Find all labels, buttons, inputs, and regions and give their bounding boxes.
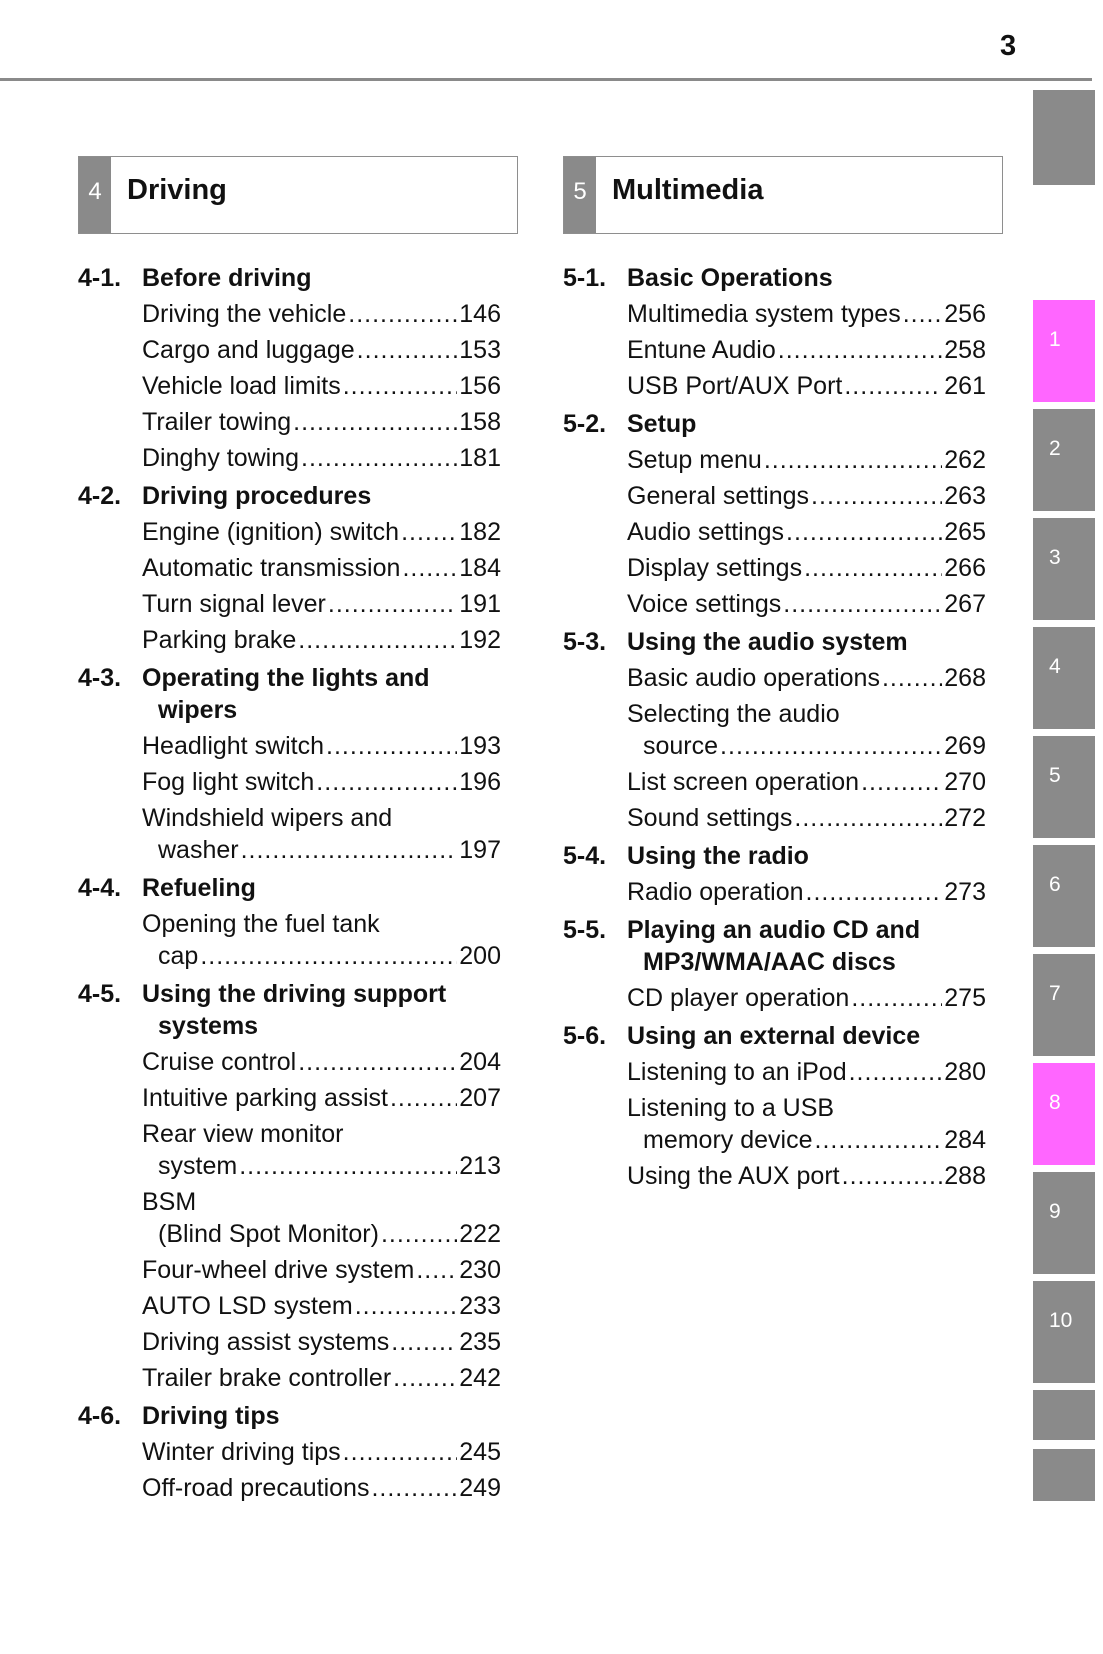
entry-label-line: BSM: [142, 1188, 197, 1216]
entry-label: Listening to an iPod: [627, 1058, 847, 1086]
dot-leader: [343, 370, 458, 402]
entry-label: Basic audio operations: [627, 664, 880, 692]
entry-label-line: Selecting the audio: [627, 700, 840, 728]
dot-leader: [348, 298, 457, 330]
toc-section: [78, 480, 501, 656]
entry-label: washer: [158, 836, 239, 864]
chapter-tab[interactable]: [1033, 1449, 1095, 1501]
chapter-title: Driving: [127, 174, 227, 206]
section-title-text: Using the driving support: [142, 980, 447, 1008]
entry-line: [627, 766, 986, 798]
entry-line: [142, 1326, 501, 1358]
section-title-text: systems: [158, 1012, 259, 1040]
entry-label: Sound settings: [627, 804, 793, 832]
section-title-text: Driving procedures: [142, 482, 372, 510]
dot-leader: [381, 1218, 457, 1250]
entry-line: [627, 444, 986, 476]
toc-entry[interactable]: [563, 298, 986, 330]
section-heading: [78, 872, 501, 904]
entry-label-line: Windshield wipers and: [142, 804, 393, 832]
section-title-line: [627, 626, 986, 658]
page-number: 3: [1000, 30, 1017, 62]
section-title-line: [627, 408, 986, 440]
entry-label: Trailer towing: [142, 408, 292, 436]
entry-label: Headlight switch: [142, 732, 325, 760]
toc-section: [78, 262, 501, 474]
entry-line: [627, 552, 986, 584]
chapter-tab[interactable]: 7: [1033, 954, 1095, 1056]
entry-line: [627, 1056, 986, 1088]
section-title-line: [142, 978, 501, 1010]
entry-label: Audio settings: [627, 518, 785, 546]
entry-page-number: 230: [459, 1256, 501, 1284]
entry-page-number: 207: [459, 1084, 501, 1112]
dot-leader: [842, 1160, 943, 1192]
section-heading: [78, 1400, 501, 1432]
toc-entry[interactable]: [78, 766, 501, 798]
entry-line: [142, 1362, 501, 1394]
toc-entry[interactable]: [563, 982, 986, 1014]
entry-page-number: 275: [944, 984, 986, 1012]
entry-page-number: 158: [459, 408, 501, 436]
dot-leader: [815, 1124, 943, 1156]
toc-entry[interactable]: [78, 1186, 501, 1250]
chapter-tab[interactable]: 3: [1033, 518, 1095, 620]
toc-entry[interactable]: [563, 334, 986, 366]
dot-leader: [806, 876, 943, 908]
toc-entry[interactable]: [563, 1056, 986, 1088]
section-heading: [563, 840, 986, 872]
entry-line: [142, 1436, 501, 1468]
entry-label: Vehicle load limits: [142, 372, 341, 400]
toc-entry[interactable]: [78, 516, 501, 548]
entry-label-line: Opening the fuel tank: [142, 910, 380, 938]
header-rule: [0, 78, 1092, 81]
entry-line: [142, 370, 501, 402]
dot-leader: [343, 1436, 458, 1468]
section-number: 5-5.: [563, 916, 607, 944]
entry-line: [142, 1046, 501, 1078]
chapter-number: 4: [79, 157, 111, 233]
section-title-text: Before driving: [142, 264, 312, 292]
toc-entry[interactable]: [78, 1254, 501, 1286]
entry-label: Driving assist systems: [142, 1328, 390, 1356]
entry-page-number: 263: [944, 482, 986, 510]
entry-page-number: 267: [944, 590, 986, 618]
chapter-tab[interactable]: 1: [1033, 300, 1095, 402]
entry-line: [627, 1124, 986, 1156]
entry-page-number: 258: [944, 336, 986, 364]
entry-page-number: 280: [944, 1058, 986, 1086]
entry-page-number: 270: [944, 768, 986, 796]
dot-leader: [764, 444, 942, 476]
dot-leader: [402, 552, 457, 584]
entry-line: [627, 1160, 986, 1192]
entry-label: cap: [158, 942, 199, 970]
dot-leader: [239, 1150, 457, 1182]
entry-page-number: 235: [459, 1328, 501, 1356]
entry-label: Turn signal lever: [142, 590, 326, 618]
section-title-line: [142, 872, 501, 904]
entry-line: [142, 624, 501, 656]
entry-line: [142, 516, 501, 548]
entry-page-number: 262: [944, 446, 986, 474]
entry-page-number: 245: [459, 1438, 501, 1466]
chapter-tab[interactable]: 9: [1033, 1172, 1095, 1274]
entry-line: [627, 298, 986, 330]
section-number: 4-6.: [78, 1402, 122, 1430]
entry-label: Fog light switch: [142, 768, 315, 796]
entry-page-number: 242: [459, 1364, 501, 1392]
dot-leader: [298, 1046, 457, 1078]
toc-section: [563, 1020, 986, 1192]
entry-label: List screen operation: [627, 768, 860, 796]
entry-label: Engine (ignition) switch: [142, 518, 400, 546]
dot-leader: [844, 370, 942, 402]
toc-entry[interactable]: [563, 444, 986, 476]
entry-label: Intuitive parking assist: [142, 1084, 388, 1112]
entry-page-number: 204: [459, 1048, 501, 1076]
toc-entry[interactable]: [78, 1290, 501, 1322]
entry-line: [627, 982, 986, 1014]
entry-page-number: 153: [459, 336, 501, 364]
entry-line: [627, 516, 986, 548]
dot-leader: [778, 334, 943, 366]
toc-section: [563, 262, 986, 402]
section-number: 4-5.: [78, 980, 122, 1008]
entry-page-number: 269: [944, 732, 986, 760]
dot-leader: [851, 982, 942, 1014]
section-title-text: MP3/WMA/AAC discs: [643, 948, 896, 976]
toc-entry[interactable]: [78, 1046, 501, 1078]
toc-entry[interactable]: [78, 730, 501, 762]
entry-label: system: [158, 1152, 238, 1180]
entry-page-number: 156: [459, 372, 501, 400]
toc-entry[interactable]: [563, 552, 986, 584]
chapter-tab[interactable]: [1033, 90, 1095, 185]
entry-page-number: 146: [459, 300, 501, 328]
section-number: 4-3.: [78, 664, 122, 692]
dot-leader: [241, 834, 458, 866]
entry-page-number: 233: [459, 1292, 501, 1320]
section-title-line: [627, 262, 986, 294]
chapter-title: Multimedia: [612, 174, 764, 206]
entry-label: Cruise control: [142, 1048, 297, 1076]
toc-section: [563, 914, 986, 1014]
entry-line: [142, 1082, 501, 1114]
toc-entry[interactable]: [563, 876, 986, 908]
section-title-text: Basic Operations: [627, 264, 833, 292]
toc-section: [563, 626, 986, 834]
entry-line: [142, 1290, 501, 1322]
section-title-line: [142, 662, 501, 694]
entry-label: Driving the vehicle: [142, 300, 347, 328]
entry-label: Voice settings: [627, 590, 782, 618]
entry-page-number: 182: [459, 518, 501, 546]
entry-page-number: 196: [459, 768, 501, 796]
toc-section: [78, 662, 501, 866]
dot-leader: [811, 480, 942, 512]
entry-page-number: 268: [944, 664, 986, 692]
entry-line: [142, 1218, 501, 1250]
entry-page-number: 288: [944, 1162, 986, 1190]
entry-label: source: [643, 732, 719, 760]
entry-label-line: Listening to a USB: [627, 1094, 835, 1122]
section-title-line: [627, 914, 986, 946]
entry-line: [142, 730, 501, 762]
toc-entry[interactable]: [563, 588, 986, 620]
entry-label: Off-road precautions: [142, 1474, 370, 1502]
entry-label: AUTO LSD system: [142, 1292, 353, 1320]
entry-page-number: 222: [459, 1220, 501, 1248]
entry-page-number: 191: [459, 590, 501, 618]
dot-leader: [794, 802, 942, 834]
entry-line: [142, 1472, 501, 1504]
section-title-line: [627, 946, 986, 978]
dot-leader: [293, 406, 457, 438]
toc-entry[interactable]: [563, 766, 986, 798]
section-title-text: Playing an audio CD and: [627, 916, 921, 944]
entry-line: [627, 480, 986, 512]
dot-leader: [328, 588, 457, 620]
entry-label: Trailer brake controller: [142, 1364, 392, 1392]
entry-line: [142, 442, 501, 474]
entry-page-number: 266: [944, 554, 986, 582]
entry-line: [627, 370, 986, 402]
entry-page-number: 249: [459, 1474, 501, 1502]
toc-entry[interactable]: [563, 480, 986, 512]
dot-leader: [786, 516, 942, 548]
section-title-text: Using the audio system: [627, 628, 908, 656]
toc-entry[interactable]: [78, 588, 501, 620]
section-title-line: [142, 262, 501, 294]
chapter-tab[interactable]: 4: [1033, 627, 1095, 729]
section-number: 4-2.: [78, 482, 122, 510]
entry-label: (Blind Spot Monitor): [158, 1220, 379, 1248]
entry-page-number: 181: [459, 444, 501, 472]
section-heading: [563, 1020, 986, 1052]
section-heading: [78, 262, 501, 294]
toc-column-multimedia: [563, 262, 986, 1194]
toc-entry[interactable]: [563, 1160, 986, 1192]
chapter-tab[interactable]: 8: [1033, 1063, 1095, 1165]
dot-leader: [416, 1254, 457, 1286]
dot-leader: [390, 1082, 457, 1114]
dot-leader: [882, 662, 942, 694]
entry-label: USB Port/AUX Port: [627, 372, 843, 400]
entry-label: Multimedia system types: [627, 300, 901, 328]
chapter-tab[interactable]: 10: [1033, 1281, 1095, 1383]
dot-leader: [393, 1362, 457, 1394]
toc-entry[interactable]: [563, 1092, 986, 1156]
toc-entry[interactable]: [78, 802, 501, 866]
section-title-line: [142, 694, 501, 726]
entry-label: Automatic transmission: [142, 554, 401, 582]
dot-leader: [401, 516, 457, 548]
entry-label: CD player operation: [627, 984, 850, 1012]
entry-line: [627, 802, 986, 834]
entry-label: Four-wheel drive system: [142, 1256, 415, 1284]
section-title-line: [627, 1020, 986, 1052]
entry-page-number: 193: [459, 732, 501, 760]
toc-section: [563, 840, 986, 908]
toc-section: [78, 978, 501, 1394]
entry-page-number: 261: [944, 372, 986, 400]
dot-leader: [355, 1290, 458, 1322]
section-number: 5-6.: [563, 1022, 607, 1050]
dot-leader: [783, 588, 942, 620]
section-number: 5-3.: [563, 628, 607, 656]
entry-page-number: 256: [944, 300, 986, 328]
entry-page-number: 200: [459, 942, 501, 970]
entry-label: General settings: [627, 482, 810, 510]
entry-page-number: 184: [459, 554, 501, 582]
section-heading: [563, 408, 986, 440]
entry-line: [627, 730, 986, 762]
toc-entry[interactable]: [78, 1326, 501, 1358]
entry-line: [142, 1150, 501, 1182]
dot-leader: [200, 940, 457, 972]
section-title-line: [142, 1400, 501, 1432]
entry-label: Winter driving tips: [142, 1438, 341, 1466]
section-number: 5-1.: [563, 264, 607, 292]
section-title-text: Operating the lights and: [142, 664, 430, 692]
toc-entry[interactable]: [563, 516, 986, 548]
toc-entry[interactable]: [78, 1436, 501, 1468]
entry-line: [142, 588, 501, 620]
section-title-line: [142, 1010, 501, 1042]
entry-label-line: Rear view monitor: [142, 1120, 344, 1148]
dot-leader: [357, 334, 458, 366]
chapter-tab[interactable]: 5: [1033, 736, 1095, 838]
entry-page-number: 213: [459, 1152, 501, 1180]
dot-leader: [371, 1472, 457, 1504]
toc-entry[interactable]: [78, 624, 501, 656]
entry-label: Entune Audio: [627, 336, 776, 364]
entry-label: Display settings: [627, 554, 803, 582]
toc-entry[interactable]: [78, 1118, 501, 1182]
entry-label: Using the AUX port: [627, 1162, 840, 1190]
section-title-text: Using the radio: [627, 842, 809, 870]
entry-line: [627, 334, 986, 366]
chapter-header-driving: [78, 156, 518, 234]
section-number: 5-2.: [563, 410, 607, 438]
section-heading: [78, 978, 501, 1042]
dot-leader: [720, 730, 942, 762]
toc-entry[interactable]: [78, 552, 501, 584]
toc-entry[interactable]: [563, 662, 986, 694]
chapter-tab[interactable]: [1033, 1390, 1095, 1440]
entry-line: [627, 876, 986, 908]
entry-label: Setup menu: [627, 446, 762, 474]
entry-line: [142, 334, 501, 366]
dot-leader: [316, 766, 457, 798]
section-title-text: Driving tips: [142, 1402, 280, 1430]
dot-leader: [903, 298, 943, 330]
entry-line: [627, 662, 986, 694]
entry-label: Radio operation: [627, 878, 804, 906]
toc-entry[interactable]: [78, 442, 501, 474]
toc-section: [78, 1400, 501, 1504]
entry-page-number: 284: [944, 1126, 986, 1154]
section-title-line: [627, 840, 986, 872]
entry-line: [142, 406, 501, 438]
toc-entry[interactable]: [78, 1362, 501, 1394]
toc-entry[interactable]: [563, 370, 986, 402]
entry-label: Dinghy towing: [142, 444, 300, 472]
section-title-line: [142, 480, 501, 512]
toc-entry[interactable]: [563, 802, 986, 834]
toc-entry[interactable]: [78, 334, 501, 366]
toc-entry[interactable]: [78, 370, 501, 402]
toc-entry[interactable]: [563, 698, 986, 762]
entry-page-number: 192: [459, 626, 501, 654]
entry-line: [142, 834, 501, 866]
entry-line: [142, 766, 501, 798]
entry-line: [142, 1254, 501, 1286]
entry-label: memory device: [643, 1126, 813, 1154]
toc-section: [563, 408, 986, 620]
dot-leader: [861, 766, 942, 798]
entry-page-number: 197: [459, 836, 501, 864]
section-title-text: Refueling: [142, 874, 256, 902]
entry-line: [142, 552, 501, 584]
chapter-tab[interactable]: 2: [1033, 409, 1095, 511]
entry-line: [142, 298, 501, 330]
toc-entry[interactable]: [78, 298, 501, 330]
toc-column-driving: [78, 262, 501, 1506]
chapter-number: 5: [564, 157, 596, 233]
section-heading: [78, 480, 501, 512]
chapter-tab[interactable]: 6: [1033, 845, 1095, 947]
dot-leader: [301, 442, 457, 474]
toc-entry[interactable]: [78, 1082, 501, 1114]
section-number: 4-4.: [78, 874, 122, 902]
section-number: 5-4.: [563, 842, 607, 870]
entry-label: Parking brake: [142, 626, 297, 654]
toc-section: [78, 872, 501, 972]
section-number: 4-1.: [78, 264, 122, 292]
chapter-header-multimedia: [563, 156, 1003, 234]
entry-line: [627, 588, 986, 620]
toc-entry[interactable]: [78, 908, 501, 972]
entry-page-number: 265: [944, 518, 986, 546]
section-heading: [563, 626, 986, 658]
section-heading: [563, 262, 986, 294]
entry-page-number: 272: [944, 804, 986, 832]
toc-entry[interactable]: [78, 1472, 501, 1504]
dot-leader: [804, 552, 942, 584]
dot-leader: [391, 1326, 457, 1358]
entry-label: Cargo and luggage: [142, 336, 355, 364]
section-title-text: Setup: [627, 410, 697, 438]
section-title-text: Using an external device: [627, 1022, 921, 1050]
dot-leader: [849, 1056, 943, 1088]
entry-line: [142, 940, 501, 972]
entry-page-number: 273: [944, 878, 986, 906]
section-heading: [78, 662, 501, 726]
toc-entry[interactable]: [78, 406, 501, 438]
section-heading: [563, 914, 986, 978]
section-title-text: wipers: [158, 696, 238, 724]
dot-leader: [298, 624, 457, 656]
dot-leader: [326, 730, 457, 762]
